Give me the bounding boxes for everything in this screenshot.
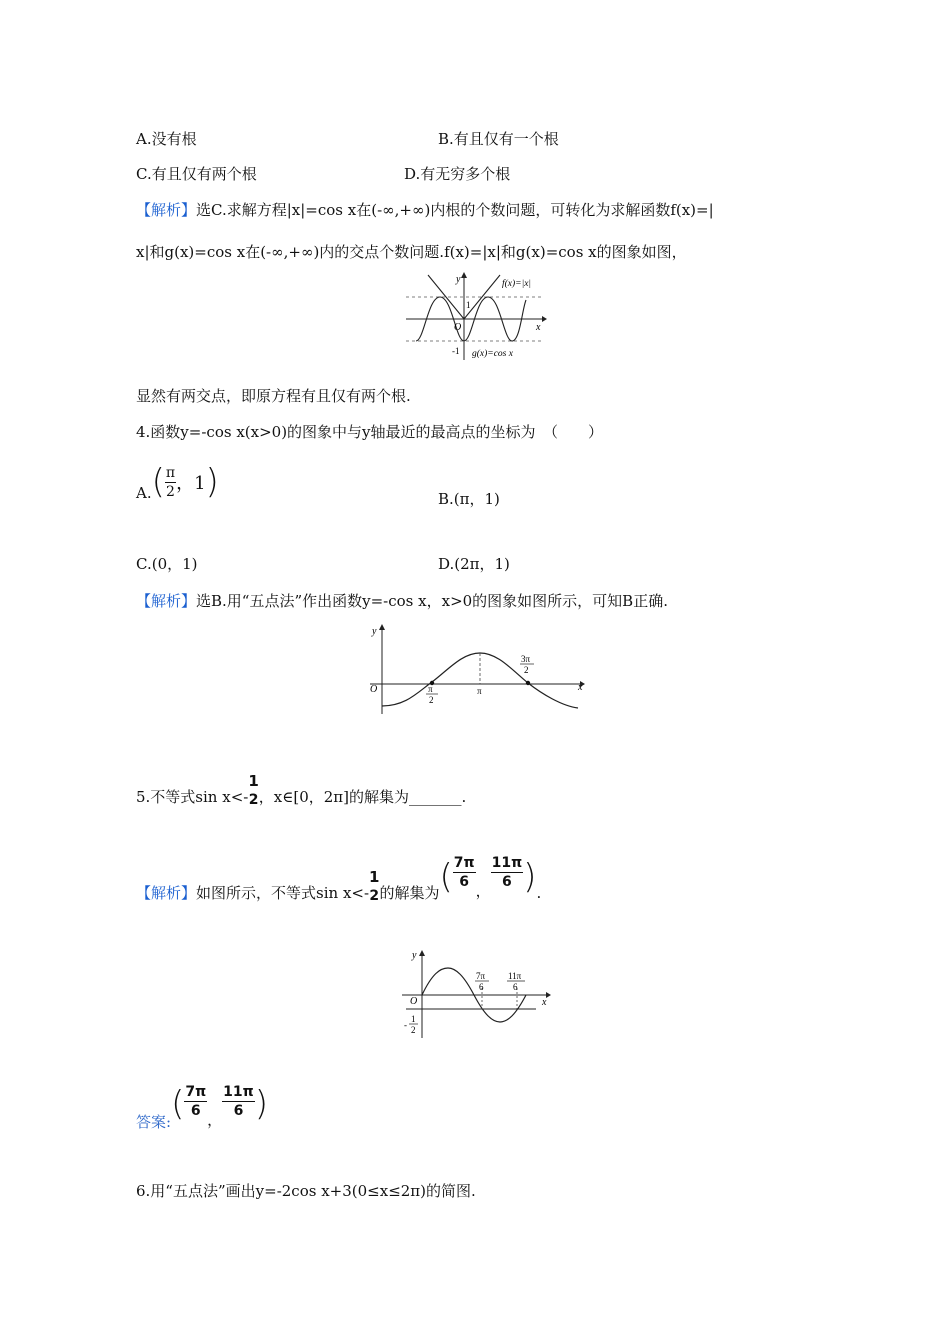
eleven-pi-den: 6: [513, 982, 518, 992]
conclusion: 显然有两交点，即原方程有且仅有两个根.: [136, 387, 411, 405]
pi-half-num: π: [428, 684, 433, 694]
eleven-pi-six: $\frac{11\pi}{6}$: [491, 855, 523, 890]
y-label: y: [412, 950, 417, 961]
analysis-tag: 【解析】: [136, 201, 197, 219]
q5-prefix: 5.不等式sin x<-: [136, 788, 249, 806]
pi-label: π: [477, 686, 482, 696]
analysis-text: 选C.求解方程|x|=cos x在(-∞,+∞)内根的个数问题，可转化为求解函数f(x)=|: [196, 201, 714, 219]
q4-option-d: D.(2π，1): [438, 555, 510, 573]
q5-analysis: 【解析】如图所示，不等式sin x<- 1 2 的解集为( $\frac{7\pi}{6}$ ， $\frac{11\pi}{6}$ ).: [136, 855, 542, 904]
neg-half-fraction: 1 2: [369, 868, 380, 904]
origin-label: O: [410, 996, 418, 1007]
neg-cos-figure: [366, 620, 591, 716]
x-label: x: [536, 322, 541, 333]
x-axis-arrow: [542, 316, 547, 322]
pi-half-den: 2: [429, 695, 434, 705]
seven-pi-num: 7π: [476, 971, 486, 981]
analysis-tag: 【解析】: [136, 592, 197, 610]
seven-pi-six: $\frac{7\pi}{6}$: [185, 1084, 207, 1119]
q5-answer: 答案:( $\frac{7\pi}{6}$ ， $\frac{11\pi}{6}$ ): [136, 1084, 268, 1131]
question-6: 6.用“五点法”画出y=-2cos x+3(0≤x≤2π)的简图.: [136, 1182, 476, 1200]
option-d: D.有无穷多个根: [404, 165, 511, 183]
analysis-tag: 【解析】: [136, 884, 197, 902]
answer-label: 答案:: [136, 1113, 172, 1131]
seven-pi-six: $\frac{7\pi}{6}$: [453, 855, 475, 890]
q4-option-b: B.(π，1): [438, 490, 500, 508]
question-4: 4.函数y=-cos x(x>0)的图象中与y轴最近的最高点的坐标为 （ ）: [136, 423, 604, 441]
y-axis-arrow: [461, 272, 467, 278]
x-axis-arrow: [546, 992, 551, 998]
y-axis-arrow: [379, 624, 385, 630]
x-label: x: [578, 682, 583, 693]
seven-pi-den: 6: [479, 982, 484, 992]
option-a: A.没有根: [136, 130, 197, 148]
analysis-text: 选B.用“五点法”作出函数y=-cos x，x>0的图象如图所示，可知B正确.: [196, 592, 668, 610]
analysis-line-1: [136, 199, 714, 220]
option-c: C.有且仅有两个根: [136, 165, 257, 183]
q5-suffix: ，x∈[0，2π]的解集为_______.: [258, 788, 467, 806]
eleven-pi-six: $\frac{11\pi}{6}$: [223, 1084, 254, 1119]
neg-one-label: -1: [452, 346, 460, 356]
neg-sign: -: [404, 1020, 407, 1030]
q4-analysis: [136, 590, 668, 611]
neg-half-num: 1: [411, 1014, 416, 1024]
option-a-prefix: A.: [136, 484, 152, 502]
y-axis-arrow: [419, 950, 425, 956]
abs-cos-figure: [404, 270, 554, 362]
f-label: f(x)=|x|: [502, 279, 532, 289]
neg-half-den: 2: [411, 1025, 416, 1035]
three-pi-half-point: [526, 681, 530, 685]
g-label: g(x)=cos x: [472, 349, 513, 359]
q4-option-c: C.(0，1): [136, 555, 198, 573]
q4-option-a: A.( $\frac{\pi}{2}$ ，1): [136, 462, 219, 502]
question-5: [136, 758, 466, 807]
option-b: B.有且仅有一个根: [438, 130, 559, 148]
sin-figure: [398, 944, 558, 1040]
y-label: y: [456, 274, 461, 285]
origin-label: O: [454, 322, 462, 333]
x-label: x: [542, 997, 547, 1008]
three-pi-half-num: 3π: [521, 654, 531, 664]
eleven-pi-num: 11π: [508, 971, 522, 981]
q5-sol-prefix: 如图所示，不等式sin x<-: [196, 884, 370, 902]
three-pi-half-den: 2: [524, 665, 529, 675]
y-label: y: [372, 626, 377, 637]
neg-half-fraction: 1 2: [248, 772, 259, 808]
origin-label: O: [370, 684, 378, 695]
one-label: 1: [466, 300, 471, 310]
analysis-line-2: x|和g(x)=cos x在(-∞,+∞)内的交点个数问题.f(x)=|x|和g(x)=cos x的图象如图，: [136, 243, 687, 261]
pi-half-fraction: $\frac{\pi}{2}$: [165, 464, 176, 500]
q5-sol-mid: 的解集为: [379, 884, 440, 902]
